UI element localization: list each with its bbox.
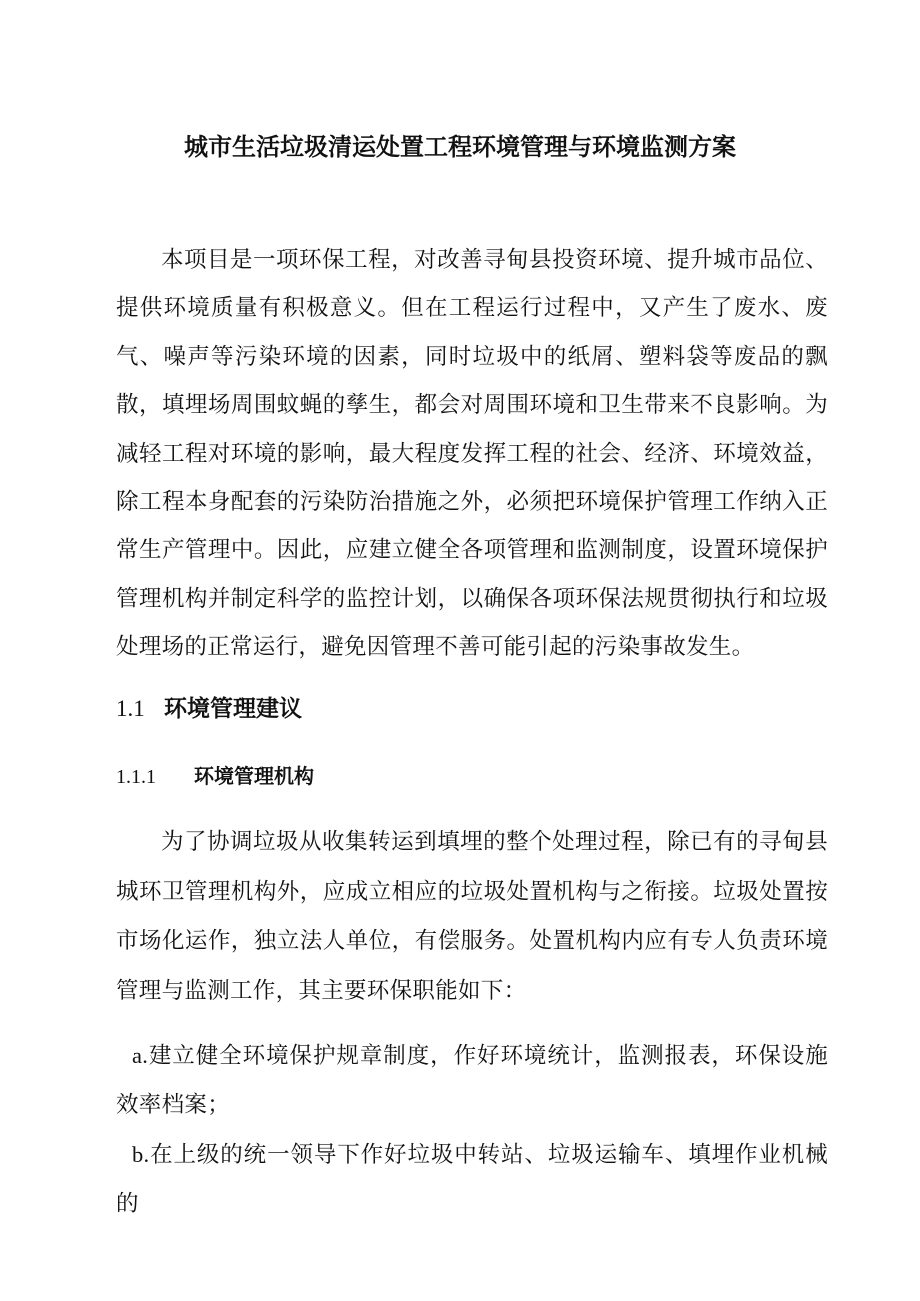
list-marker: b. [132,1142,150,1167]
list-item-text: 建立健全环境保护规章制度，作好环境统计，监测报表，环保设施效率档案； [116,1043,828,1118]
section-title: 环境管理建议 [164,696,302,722]
intro-paragraph: 本项目是一项环保工程，对改善寻甸县投资环境、提升城市品位、提供环境质量有积极意义。但在工程运行过程中，又产生了废水、废气、噪声等污染环境的因素，同时垃圾中的纸屑、塑料袋等废品的飘散，填埋场周围蚊蝇的孳生，都会对周围环境和卫生带来不良影响。为减轻工程对环境的影响，最大程度发挥工程的社会、经济、环境效益，除工程本身配套的污染防治措施之外，必须把环境保护管理工作纳入正常生产管理中。因此，应建立健全各项管理和监测制度，设置环境保护管理机构并制定科学的监控计划，以确保各项环保法规贯彻执行和垃圾处理场的正常运行，避免因管理不善可能引起的污染事故发生。 [116,247,828,661]
subsection-number: 1.1.1 [116,766,156,788]
list-marker: a. [132,1043,149,1068]
list-item-text: 在上级的统一领导下作好垃圾中转站、垃圾运输车、填埋作业机械的 [116,1142,828,1217]
section-number: 1.1 [116,696,145,721]
organization-paragraph: 为了协调垃圾从收集转运到填埋的整个处理过程，除已有的寻甸县城环卫管理机构外，应成立相应的垃圾处置机构与之衔接。垃圾处置按市场化运作，独立法人单位，有偿服务。处置机构内应有专人负责环境管理与监测工作，其主要环保职能如下： [116,829,828,1004]
document-title: 城市生活垃圾清运处置工程环境管理与环境监测方案 [184,133,736,161]
list-item [116,1031,828,1130]
subsection-title: 环境管理机构 [194,764,314,788]
section-heading-1-1 [116,690,302,723]
list-item [116,1130,828,1229]
section-heading-1-1-1 [116,760,314,789]
